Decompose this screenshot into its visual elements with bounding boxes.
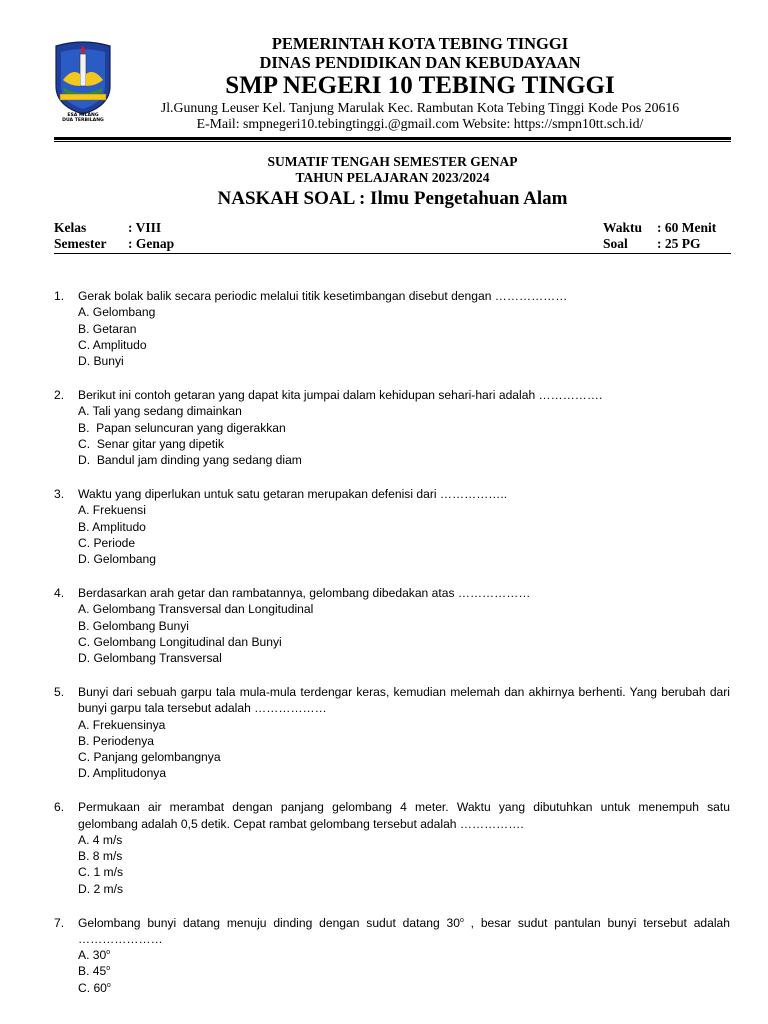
option: D. Gelombang bbox=[78, 552, 156, 567]
option: C. Amplitudo bbox=[78, 337, 147, 352]
option: B. 8 m/s bbox=[78, 849, 123, 864]
svg-text:DUA TERBILANG: DUA TERBILANG bbox=[62, 118, 104, 122]
waktu-label: Waktu bbox=[603, 220, 643, 235]
gov-name: PEMERINTAH KOTA TEBING TINGGI bbox=[271, 34, 569, 53]
option: B. Getaran bbox=[78, 321, 137, 336]
option: A. Frekuensinya bbox=[78, 717, 166, 732]
question-3: 3. Waktu yang diperlukan untuk satu getaran merupakan defenisi dari …………….. A. Frekuensi B. Amplitudo C. Periode D. Gelombang bbox=[54, 486, 730, 567]
question-text: Gelombang bunyi datang menuju dinding dengan sudut datang 30$^o$ , besar sudut pantulan bunyi tersebut adalah ………………… bbox=[78, 915, 731, 946]
option: D. Amplitudonya bbox=[78, 766, 167, 781]
kelas-value: : VIII bbox=[128, 220, 162, 235]
option: A. 4 m/s bbox=[78, 832, 123, 847]
question-6: 6. Permukaan air merambat dengan panjang gelombang 4 meter. Waktu yang dibutuhkan untuk menempuh satu gelombang adalah 0,5 detik. Cepat rambat gelombang tersebut adalah ……………. A. 4 m/s B. 8 m/s C. 1 m/s D. 2 m/s bbox=[54, 800, 730, 896]
option: B. 45$^o$ bbox=[78, 964, 111, 979]
option: A. Tali yang sedang dimainkan bbox=[78, 404, 242, 419]
school-contact: E-Mail: smpnegeri10.tebingtinggi.@gmail.com Website: https://smpn10tt.sch.id/ bbox=[196, 116, 644, 131]
question-text: Gerak bolak balik secara periodic melalui titik kesetimbangan disebut dengan ……………… bbox=[78, 289, 568, 303]
semester-value: : Genap bbox=[128, 236, 175, 251]
option: A. Frekuensi bbox=[78, 503, 146, 518]
option: D. Bandul jam dinding yang sedang diam bbox=[78, 453, 302, 468]
school-address: Jl.Gunung Leuser Kel. Tanjung Marulak Kec. Rambutan Kota Tebing Tinggi Kode Pos 20616 bbox=[160, 100, 680, 115]
question-text: Bunyi dari sebuah garpu tala mula-mula terdengar keras, kemudian melemah dan akhirnya berhenti. Yang berubah dari bunyi garpu tala tersebut adalah ……………… bbox=[78, 684, 730, 716]
academic-year: TAHUN PELAJARAN 2023/2024 bbox=[295, 169, 490, 185]
option: A. Gelombang bbox=[78, 305, 156, 320]
option: C. Senar gitar yang dipetik bbox=[78, 436, 224, 451]
question-list bbox=[54, 288, 730, 1013]
option: B. Papan seluncuran yang digerakkan bbox=[78, 420, 286, 435]
kelas-label: Kelas bbox=[54, 220, 87, 235]
letterhead-rule-thick bbox=[54, 137, 731, 140]
dept-name: DINAS PENDIDIKAN DAN KEBUDAYAAN bbox=[259, 53, 581, 72]
option: A. Gelombang Transversal dan Longitudinal bbox=[78, 602, 314, 617]
meta-rule bbox=[54, 253, 731, 254]
letterhead-rule-thin bbox=[54, 141, 731, 142]
svg-text:ESA HILANG: ESA HILANG bbox=[67, 113, 99, 118]
question-2: 2. Berikut ini contoh getaran yang dapat kita jumpai dalam kehidupan sehari-hari adalah ……………. A. Tali yang sedang dimainkan B. Papan seluncuran yang digerakkan C. Senar gitar yang dipetik D. Bandul jam dinding yang sedang diam bbox=[54, 387, 730, 468]
option: C. 60$^o$ bbox=[78, 980, 111, 995]
option: C. Periode bbox=[78, 535, 136, 550]
exam-meta bbox=[54, 220, 731, 252]
option: B. Amplitudo bbox=[78, 519, 146, 534]
option: D. Bunyi bbox=[78, 354, 124, 369]
option: C. Panjang gelombangnya bbox=[78, 750, 221, 765]
exam-type: SUMATIF TENGAH SEMESTER GENAP bbox=[267, 154, 518, 169]
waktu-value: : 60 Menit bbox=[657, 220, 717, 235]
letterhead bbox=[0, 0, 768, 140]
question-4: 4. Berdasarkan arah getar dan rambatannya, gelombang dibedakan atas ……………… A. Gelombang Transversal dan Longitudinal B. Gelombang Bunyi C. Gelombang Longitudinal dan Bunyi D. Gelombang Transversal bbox=[54, 585, 730, 666]
semester-label: Semester bbox=[54, 236, 107, 251]
option: B. Periodenya bbox=[78, 733, 154, 748]
option: C. Gelombang Longitudinal dan Bunyi bbox=[78, 634, 282, 649]
question-5: 5. Bunyi dari sebuah garpu tala mula-mula terdengar keras, kemudian melemah dan akhirnya berhenti. Yang berubah dari bunyi garpu tala tersebut adalah ……………… A. Frekuensinya B. Periodenya C. Panjang gelombangnya D. Amplitudonya bbox=[54, 684, 730, 781]
soal-label: Soal bbox=[603, 236, 628, 251]
option: C. 1 m/s bbox=[78, 865, 124, 880]
option: A. 30$^o$ bbox=[78, 948, 111, 963]
option: B. Gelombang Bunyi bbox=[78, 618, 189, 633]
question-1: 1. Gerak bolak balik secara periodic melalui titik kesetimbangan disebut dengan ……………… A. Gelombang B. Getaran C. Amplitudo D. Bunyi bbox=[54, 288, 730, 369]
school-emblem-icon bbox=[52, 40, 114, 122]
option: D. Gelombang Transversal bbox=[78, 651, 222, 666]
soal-value: : 25 PG bbox=[657, 236, 701, 251]
exam-subject-title: NASKAH SOAL : Ilmu Pengetahuan Alam bbox=[217, 188, 568, 209]
question-text: Berdasarkan arah getar dan rambatannya, gelombang dibedakan atas ……………… bbox=[78, 585, 531, 600]
school-name: SMP NEGERI 10 TEBING TINGGI bbox=[225, 72, 615, 99]
option: D. 2 m/s bbox=[78, 881, 124, 896]
exam-title-block bbox=[54, 154, 731, 211]
question-text: Berikut ini contoh getaran yang dapat kita jumpai dalam kehidupan sehari-hari adalah ……………. bbox=[78, 387, 603, 402]
question-text: Waktu yang diperlukan untuk satu getaran merupakan defenisi dari …………….. bbox=[78, 486, 508, 501]
question-7: 7. Gelombang bunyi datang menuju dinding dengan sudut datang 30$^o$ , besar sudut pantulan bunyi tersebut adalah ………………… A. 30$^o$ B. 45$^o$ C. 60$^o$ bbox=[54, 915, 731, 995]
question-text: Permukaan air merambat dengan panjang gelombang 4 meter. Waktu yang dibutuhkan untuk menempuh satu gelombang adalah 0,5 detik. Cepat rambat gelombang tersebut adalah ……………. bbox=[78, 800, 730, 831]
